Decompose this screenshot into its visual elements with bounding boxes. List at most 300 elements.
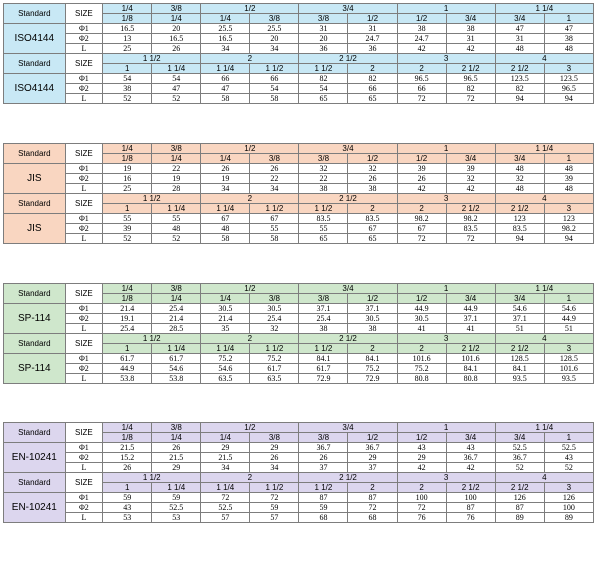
standard-header: Standard — [4, 334, 66, 354]
branch-size-cell: 2 1/2 — [446, 204, 495, 214]
dimension-value: 53 — [152, 513, 201, 523]
size-group-cell: 3 — [397, 54, 495, 64]
size-group-cell: 3/4 — [299, 284, 397, 294]
size-group-cell: 4 — [495, 473, 593, 483]
branch-size-cell: 2 1/2 — [446, 344, 495, 354]
size-header: SIZE — [65, 334, 103, 354]
dimension-value: 29 — [152, 463, 201, 473]
dimension-label: Φ1 — [65, 214, 103, 224]
dimension-value: 67 — [348, 224, 397, 234]
dimension-value: 47 — [152, 84, 201, 94]
dimension-value: 28.5 — [152, 324, 201, 334]
dimension-value: 37.1 — [446, 314, 495, 324]
dimension-value: 39 — [397, 164, 446, 174]
dimension-value: 19 — [201, 174, 250, 184]
dimension-value: 87 — [446, 503, 495, 513]
dimension-table — [3, 3, 594, 104]
dimension-value: 26 — [250, 164, 299, 174]
dimension-label: Φ1 — [65, 74, 103, 84]
size-header: SIZE — [65, 423, 103, 443]
dimension-value: 38 — [446, 24, 495, 34]
branch-size-cell: 2 1/2 — [446, 483, 495, 493]
dimension-row — [4, 364, 594, 374]
dimension-value: 84.1 — [299, 354, 348, 364]
dimension-row — [4, 74, 594, 84]
dimension-value: 25.4 — [103, 324, 152, 334]
branch-size-cell: 2 — [348, 204, 397, 214]
dimension-value: 84.1 — [348, 354, 397, 364]
dimension-value: 128.5 — [495, 354, 544, 364]
dimension-value: 42 — [446, 44, 495, 54]
size-group-cell: 2 1/2 — [299, 334, 397, 344]
branch-size-cell: 1 1/2 — [299, 344, 348, 354]
dimension-value: 20 — [250, 34, 299, 44]
dimension-value: 35 — [201, 324, 250, 334]
branch-size-cell: 2 — [348, 483, 397, 493]
dimension-value: 36.7 — [495, 453, 544, 463]
dimension-value: 52 — [495, 463, 544, 473]
dimension-label: Φ1 — [65, 24, 103, 34]
branch-size-cell: 3/8 — [250, 294, 299, 304]
branch-size-cell: 1/8 — [103, 154, 152, 164]
dimension-value: 98.2 — [397, 214, 446, 224]
size-group-cell: 1/4 — [103, 144, 152, 154]
size-group-header-row — [4, 284, 594, 294]
dimension-value: 123 — [544, 214, 593, 224]
branch-size-cell: 1/2 — [348, 294, 397, 304]
branch-size-cell: 2 — [397, 204, 446, 214]
dimension-row — [4, 374, 594, 384]
dimension-value: 61.7 — [299, 364, 348, 374]
dimension-value: 67 — [397, 224, 446, 234]
dimension-value: 123 — [495, 214, 544, 224]
dimension-value: 16 — [103, 174, 152, 184]
dimension-table — [3, 422, 594, 523]
dimension-value: 52 — [544, 463, 593, 473]
dimension-value: 36 — [299, 44, 348, 54]
dimension-value: 80.8 — [446, 374, 495, 384]
dimension-value: 26 — [299, 453, 348, 463]
dimension-value: 38 — [397, 24, 446, 34]
dimension-row — [4, 234, 594, 244]
dimension-value: 29 — [250, 443, 299, 453]
dimension-value: 72 — [397, 94, 446, 104]
standard-name: SP-114 — [4, 354, 66, 384]
size-group-cell: 1 1/2 — [103, 473, 201, 483]
dimension-value: 30.5 — [250, 304, 299, 314]
dimension-value: 52 — [152, 94, 201, 104]
dimension-value: 19 — [152, 174, 201, 184]
dimension-value: 26 — [250, 453, 299, 463]
dimension-value: 58 — [250, 234, 299, 244]
branch-size-cell: 1 1/4 — [201, 483, 250, 493]
dimension-value: 32 — [250, 324, 299, 334]
dimension-value: 28 — [152, 184, 201, 194]
branch-size-cell: 1 1/2 — [299, 64, 348, 74]
dimension-value: 59 — [250, 503, 299, 513]
dimension-row — [4, 184, 594, 194]
size-group-cell: 1 — [397, 4, 495, 14]
dimension-value: 75.2 — [348, 364, 397, 374]
dimension-value: 34 — [201, 44, 250, 54]
dimension-value: 38 — [299, 184, 348, 194]
branch-size-cell: 3/4 — [495, 154, 544, 164]
dimension-value: 42 — [397, 463, 446, 473]
dimension-value: 100 — [397, 493, 446, 503]
size-group-cell: 1/2 — [201, 284, 299, 294]
branch-size-cell: 3 — [544, 204, 593, 214]
branch-size-cell: 2 1/2 — [495, 344, 544, 354]
dimension-value: 57 — [201, 513, 250, 523]
size-group-cell: 2 — [201, 194, 299, 204]
dimension-value: 67 — [201, 214, 250, 224]
dimension-value: 47 — [495, 24, 544, 34]
dimension-value: 82 — [495, 84, 544, 94]
dimension-value: 25.4 — [152, 304, 201, 314]
branch-size-cell: 2 — [397, 483, 446, 493]
branch-size-cell: 1 1/4 — [152, 204, 201, 214]
dimension-value: 37 — [299, 463, 348, 473]
size-header: SIZE — [65, 4, 103, 24]
dimension-row — [4, 324, 594, 334]
dimension-value: 43 — [397, 443, 446, 453]
size-group-cell: 1 1/2 — [103, 334, 201, 344]
standard-name: SP-114 — [4, 304, 66, 334]
dimension-value: 52.5 — [201, 503, 250, 513]
dimension-value: 36 — [348, 44, 397, 54]
dimension-label: Φ1 — [65, 304, 103, 314]
dimension-value: 36.7 — [446, 453, 495, 463]
size-group-cell: 1/2 — [201, 423, 299, 433]
size-group-header-row — [4, 194, 594, 204]
dimension-value: 54.6 — [201, 364, 250, 374]
dimension-value: 72 — [201, 493, 250, 503]
dimension-value: 37 — [348, 463, 397, 473]
branch-size-cell: 1 — [544, 154, 593, 164]
size-group-cell: 2 — [201, 54, 299, 64]
dimension-value: 47 — [544, 24, 593, 34]
size-header: SIZE — [65, 194, 103, 214]
dimension-value: 93.5 — [495, 374, 544, 384]
dimension-row — [4, 304, 594, 314]
branch-size-cell: 1/2 — [348, 14, 397, 24]
branch-size-cell: 3/4 — [495, 294, 544, 304]
standard-name: ISO4144 — [4, 74, 66, 104]
dimension-label: L — [65, 94, 103, 104]
dimension-value: 41 — [397, 324, 446, 334]
branch-size-cell: 3/4 — [446, 294, 495, 304]
dimension-value: 54 — [299, 84, 348, 94]
size-group-cell: 1/2 — [201, 4, 299, 14]
dimension-value: 72 — [397, 503, 446, 513]
dimension-value: 32 — [446, 174, 495, 184]
dimension-value: 68 — [348, 513, 397, 523]
size-group-cell: 1 1/2 — [103, 54, 201, 64]
dimension-value: 38 — [348, 184, 397, 194]
dimension-value: 38 — [299, 324, 348, 334]
dimension-value: 98.2 — [544, 224, 593, 234]
branch-size-cell: 3/8 — [299, 14, 348, 24]
dimension-value: 101.6 — [397, 354, 446, 364]
dimension-value: 83.5 — [348, 214, 397, 224]
dimension-value: 89 — [495, 513, 544, 523]
size-group-header-row — [4, 4, 594, 14]
size-group-cell: 3/8 — [152, 423, 201, 433]
dimension-value: 22 — [250, 174, 299, 184]
dimension-value: 32 — [299, 164, 348, 174]
size-header: SIZE — [65, 473, 103, 493]
dimension-row — [4, 503, 594, 513]
dimension-table — [3, 283, 594, 384]
size-group-cell: 3/8 — [152, 284, 201, 294]
dimension-row — [4, 34, 594, 44]
dimension-label: L — [65, 513, 103, 523]
dimension-value: 39 — [446, 164, 495, 174]
dimension-value: 57 — [250, 513, 299, 523]
standard-header: Standard — [4, 473, 66, 493]
dimension-value: 55 — [299, 224, 348, 234]
dimension-value: 16.5 — [201, 34, 250, 44]
dimension-value: 31 — [495, 34, 544, 44]
dimension-value: 19.1 — [103, 314, 152, 324]
dimension-value: 65 — [299, 94, 348, 104]
dimension-row — [4, 493, 594, 503]
dimension-value: 30.5 — [348, 314, 397, 324]
dimension-value: 32 — [348, 164, 397, 174]
dimension-value: 44.9 — [446, 304, 495, 314]
dimension-value: 58 — [201, 234, 250, 244]
size-group-cell: 2 1/2 — [299, 194, 397, 204]
dimension-value: 126 — [544, 493, 593, 503]
size-group-cell: 1 — [397, 144, 495, 154]
dimension-value: 72 — [348, 503, 397, 513]
size-group-cell: 3/8 — [152, 4, 201, 14]
dimension-value: 75.2 — [397, 364, 446, 374]
dimension-value: 82 — [299, 74, 348, 84]
dimension-value: 51 — [495, 324, 544, 334]
dimension-label: Φ2 — [65, 174, 103, 184]
dimension-value: 37.1 — [495, 314, 544, 324]
dimension-label: Φ2 — [65, 314, 103, 324]
branch-size-cell: 1/4 — [152, 433, 201, 443]
dimension-value: 75.2 — [250, 354, 299, 364]
branch-size-cell: 3/8 — [250, 433, 299, 443]
branch-size-cell: 1/4 — [201, 433, 250, 443]
dimension-value: 59 — [152, 493, 201, 503]
dimension-label: L — [65, 44, 103, 54]
dimension-row — [4, 513, 594, 523]
dimension-label: L — [65, 184, 103, 194]
branch-size-cell: 1 — [103, 483, 152, 493]
dimension-value: 13 — [103, 34, 152, 44]
size-group-header-row — [4, 473, 594, 483]
branch-size-cell: 3/8 — [299, 154, 348, 164]
dimension-label: Φ1 — [65, 164, 103, 174]
branch-size-cell: 2 1/2 — [446, 64, 495, 74]
dimension-value: 29 — [348, 453, 397, 463]
dimension-value: 87 — [495, 503, 544, 513]
dimension-value: 37.1 — [299, 304, 348, 314]
dimension-label: L — [65, 463, 103, 473]
dimension-value: 43 — [544, 453, 593, 463]
dimension-value: 39 — [103, 224, 152, 234]
dimension-value: 26 — [152, 44, 201, 54]
dimension-value: 19 — [103, 164, 152, 174]
dimension-value: 44.9 — [103, 364, 152, 374]
dimension-value: 48 — [544, 164, 593, 174]
dimension-value: 42 — [397, 44, 446, 54]
dimension-value: 25.4 — [250, 314, 299, 324]
dimension-value: 36.7 — [348, 443, 397, 453]
dimension-value: 83.5 — [495, 224, 544, 234]
dimension-label: Φ2 — [65, 364, 103, 374]
size-group-cell: 2 — [201, 473, 299, 483]
standard-name: ISO4144 — [4, 24, 66, 54]
dimension-row — [4, 84, 594, 94]
dimension-value: 52.5 — [544, 443, 593, 453]
dimension-value: 47 — [201, 84, 250, 94]
dimension-value: 72.9 — [299, 374, 348, 384]
branch-size-cell: 1 1/4 — [152, 64, 201, 74]
dimension-value: 83.5 — [299, 214, 348, 224]
dimension-row — [4, 224, 594, 234]
dimension-value: 53.8 — [152, 374, 201, 384]
size-group-cell: 3 — [397, 473, 495, 483]
size-header: SIZE — [65, 144, 103, 164]
branch-size-cell: 1/8 — [103, 294, 152, 304]
branch-size-cell: 2 — [348, 344, 397, 354]
standard-section — [3, 3, 594, 104]
branch-size-cell: 1/4 — [152, 294, 201, 304]
dimension-value: 48 — [544, 44, 593, 54]
size-group-cell: 4 — [495, 54, 593, 64]
dimension-value: 30.5 — [397, 314, 446, 324]
dimension-value: 39 — [544, 174, 593, 184]
dimension-value: 38 — [103, 84, 152, 94]
dimension-label: Φ1 — [65, 354, 103, 364]
dimension-value: 48 — [495, 184, 544, 194]
size-header: SIZE — [65, 54, 103, 74]
size-group-cell: 1 1/4 — [495, 144, 593, 154]
branch-size-cell: 3 — [544, 483, 593, 493]
dimension-value: 72 — [250, 493, 299, 503]
dimension-value: 26 — [201, 164, 250, 174]
dimension-value: 48 — [152, 224, 201, 234]
size-group-cell: 1 1/2 — [103, 194, 201, 204]
branch-size-cell: 1/2 — [348, 433, 397, 443]
dimension-value: 67 — [250, 214, 299, 224]
dimension-value: 44.9 — [397, 304, 446, 314]
dimension-value: 66 — [201, 74, 250, 84]
size-group-cell: 1/4 — [103, 4, 152, 14]
branch-size-cell: 1/4 — [201, 14, 250, 24]
dimension-value: 61.7 — [152, 354, 201, 364]
dimension-value: 42 — [446, 463, 495, 473]
branch-size-cell: 3/8 — [250, 154, 299, 164]
dimension-value: 61.7 — [103, 354, 152, 364]
dimension-value: 98.2 — [446, 214, 495, 224]
dimension-value: 72.9 — [348, 374, 397, 384]
dimension-value: 94 — [495, 234, 544, 244]
dimension-row — [4, 94, 594, 104]
dimension-value: 63.5 — [201, 374, 250, 384]
dimension-value: 82 — [348, 74, 397, 84]
size-group-cell: 2 1/2 — [299, 54, 397, 64]
dimension-value: 80.8 — [397, 374, 446, 384]
dimension-row — [4, 214, 594, 224]
dimension-row — [4, 463, 594, 473]
dimension-value: 94 — [544, 94, 593, 104]
branch-size-cell: 1 1/2 — [250, 64, 299, 74]
dimension-value: 84.1 — [495, 364, 544, 374]
size-group-cell: 1/2 — [201, 144, 299, 154]
dimension-value: 25 — [103, 184, 152, 194]
dimension-value: 54.6 — [495, 304, 544, 314]
size-group-header-row — [4, 144, 594, 154]
dimension-value: 94 — [495, 94, 544, 104]
dimension-value: 20 — [299, 34, 348, 44]
branch-size-cell: 2 — [348, 64, 397, 74]
standard-name: EN-10241 — [4, 493, 66, 523]
branch-size-cell: 1 — [103, 204, 152, 214]
dimension-label: Φ2 — [65, 453, 103, 463]
dimension-value: 101.6 — [446, 354, 495, 364]
standard-header: Standard — [4, 423, 66, 443]
dimension-value: 75.2 — [201, 354, 250, 364]
size-group-cell: 1 1/4 — [495, 423, 593, 433]
dimension-value: 66 — [348, 84, 397, 94]
dimension-value: 123.5 — [544, 74, 593, 84]
branch-size-cell: 3/8 — [299, 433, 348, 443]
dimension-value: 53 — [103, 513, 152, 523]
dimension-value: 16.5 — [103, 24, 152, 34]
dimension-row — [4, 443, 594, 453]
standard-section — [3, 143, 594, 244]
size-group-cell: 1 1/4 — [495, 284, 593, 294]
dimension-value: 25.5 — [201, 24, 250, 34]
branch-size-cell: 2 — [397, 344, 446, 354]
dimension-value: 21.4 — [152, 314, 201, 324]
dimension-value: 41 — [446, 324, 495, 334]
size-group-cell: 1 — [397, 423, 495, 433]
standard-name: JIS — [4, 214, 66, 244]
dimension-value: 22 — [299, 174, 348, 184]
branch-size-cell: 1 — [544, 294, 593, 304]
size-header: SIZE — [65, 284, 103, 304]
size-group-cell: 1 1/4 — [495, 4, 593, 14]
dimension-value: 52.5 — [152, 503, 201, 513]
dimension-value: 54 — [103, 74, 152, 84]
dimension-value: 55 — [103, 214, 152, 224]
dimension-value: 48 — [495, 164, 544, 174]
dimension-value: 66 — [250, 74, 299, 84]
dimension-value: 44.9 — [544, 314, 593, 324]
dimension-value: 26 — [103, 463, 152, 473]
dimension-row — [4, 44, 594, 54]
size-group-cell: 1/4 — [103, 284, 152, 294]
branch-size-cell: 3 — [544, 64, 593, 74]
dimension-value: 37.1 — [348, 304, 397, 314]
dimension-value: 53.8 — [103, 374, 152, 384]
dimension-value: 48 — [201, 224, 250, 234]
dimension-label: Φ1 — [65, 493, 103, 503]
dimension-value: 30.5 — [201, 304, 250, 314]
branch-size-cell: 3/4 — [446, 433, 495, 443]
dimension-value: 52 — [103, 234, 152, 244]
dimension-value: 126 — [495, 493, 544, 503]
dimension-value: 25.4 — [299, 314, 348, 324]
size-group-header-row — [4, 54, 594, 64]
